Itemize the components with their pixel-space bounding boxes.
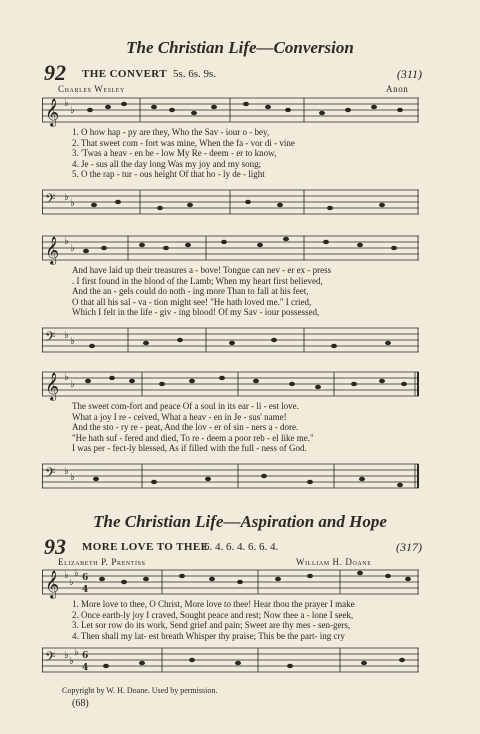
svg-text:♭: ♭: [69, 656, 74, 667]
lyric-line: 5. O the rap - tur - ous height Of that ho - ly de - light: [72, 169, 265, 180]
lyrics-block: [72, 401, 415, 454]
lyrics-block: [72, 599, 415, 641]
hymn-title-92: THE CONVERT: [82, 68, 167, 80]
section-title-conversion: The Christian Life—Conversion: [126, 38, 354, 57]
lyric-line: The sweet com-fort and peace Of a soul in its ear - li - est love.: [72, 401, 299, 411]
hymn-ref-93: (317): [396, 540, 422, 554]
lyric-line: . I first found in the blood of the Lamb; When my heart first believed,: [72, 275, 323, 286]
lyric-line: And the sto - ry re - peat, And the lov - er of sin - ners a - dore.: [72, 422, 299, 433]
svg-text:♭: ♭: [74, 647, 79, 658]
hymn-number-93: 93: [44, 534, 66, 559]
hymn-number-92: 92: [44, 60, 66, 85]
lyric-line: 4. Je - sus all the day long Was my joy and my song;: [72, 158, 262, 169]
svg-text:𝄢: 𝄢: [45, 329, 56, 348]
svg-text:𝄞: 𝄞: [45, 570, 60, 598]
svg-text:♭: ♭: [64, 98, 69, 109]
hymn-author-92: Charles Wesley: [58, 84, 125, 94]
lyric-line: And have laid up their treasures a - bove! Tongue can nev - er ex - press: [72, 265, 332, 275]
lyrics-block: [72, 127, 415, 180]
lyric-line: I was per - fect-ly blessed, As if filled with the full - ness of God.: [72, 443, 307, 454]
hymn-composer-92: Anon: [386, 84, 409, 94]
svg-text:♭: ♭: [64, 570, 69, 581]
page-number: (68): [72, 698, 89, 709]
lyric-line: And the an - gels could do noth - ing more Than to fall at his feet,: [72, 286, 309, 297]
lyric-line: O that all his sal - va - tion might see! "He hath loved me." I cried,: [72, 296, 312, 307]
lyric-line: 1. More love to thee, O Christ, More love to thee! Hear thou the prayer I make: [72, 599, 355, 609]
svg-text:𝄢: 𝄢: [45, 191, 56, 210]
lyric-line: 1. O how hap - py are they, Who the Sav - iour o - bey,: [72, 127, 270, 137]
svg-text:𝄞: 𝄞: [45, 98, 60, 126]
lyric-line: 4. Then shall my lat- est breath Whisper thy praise; This be the part- ing cry: [72, 630, 345, 641]
svg-text:♭: ♭: [70, 472, 75, 483]
lyric-line: What a joy I re - ceived, What a heav - en in Je - sus' name!: [72, 411, 287, 422]
music-system: [42, 232, 419, 360]
svg-text:𝄢: 𝄢: [45, 465, 56, 484]
hymn-author-93: Elizabeth P. Prentiss: [58, 557, 146, 567]
svg-text:𝄞: 𝄞: [45, 236, 60, 264]
lyric-line: 3. 'Twas a heav - en be - low My Re - deem - er to know,: [72, 148, 277, 159]
svg-text:♭: ♭: [70, 243, 75, 254]
lyrics-block: [72, 265, 415, 318]
svg-text:4: 4: [82, 663, 89, 673]
svg-text:♭: ♭: [70, 379, 75, 390]
copyright-notice: Copyright by W. H. Doane. Used by permission.: [62, 686, 218, 695]
svg-text:♭: ♭: [64, 466, 69, 477]
svg-text:♭: ♭: [64, 372, 69, 383]
svg-text:♭: ♭: [64, 236, 69, 247]
svg-text:♭: ♭: [70, 105, 75, 116]
svg-text:4: 4: [82, 585, 89, 595]
svg-text:♭: ♭: [69, 577, 74, 588]
svg-text:♭: ♭: [70, 336, 75, 347]
svg-text:♭: ♭: [74, 568, 79, 579]
hymn-composer-93: William H. Doane: [296, 557, 372, 567]
bass-staff: [42, 460, 419, 494]
svg-text:6: 6: [82, 651, 89, 661]
lyric-line: 3. Let sor row do its work, Send grief and pain; Sweet are thy mes - sen-gers,: [72, 620, 351, 631]
hymn-title-93: MORE LOVE TO THEE: [82, 541, 209, 553]
bass-staff: [42, 324, 419, 358]
svg-text:♭: ♭: [64, 650, 69, 661]
music-system: [42, 566, 419, 680]
bass-staff: [42, 644, 419, 678]
lyric-line: 2. That sweet com - fort was mine, When the fa - vor di - vine: [72, 137, 295, 148]
lyric-line: "He hath suf - fered and died, To re - deem a poor reb - el like me.": [72, 432, 314, 443]
hymn-ref-92: (311): [396, 67, 422, 81]
lyric-line: Which I felt in the life - giv - ing blood! Of my Sav - iour possessed,: [72, 307, 320, 318]
svg-text:6: 6: [82, 573, 89, 583]
bass-staff: [42, 186, 419, 220]
music-system: [42, 94, 419, 222]
hymn-meter-92: 5s. 6s. 9s.: [173, 68, 217, 80]
lyric-line: 2. Once earth-ly joy I craved, Sought peace and rest; Now thee a - lone I seek,: [72, 609, 354, 620]
svg-text:♭: ♭: [64, 192, 69, 203]
music-system: [42, 368, 419, 496]
svg-text:𝄢: 𝄢: [45, 649, 56, 668]
svg-text:♭: ♭: [70, 198, 75, 209]
svg-text:𝄞: 𝄞: [45, 372, 60, 400]
section-title-aspiration: The Christian Life—Aspiration and Hope: [93, 512, 387, 531]
hymn-meter-93: 6. 4. 6. 4. 6. 6. 4.: [204, 541, 279, 553]
svg-text:♭: ♭: [64, 330, 69, 341]
